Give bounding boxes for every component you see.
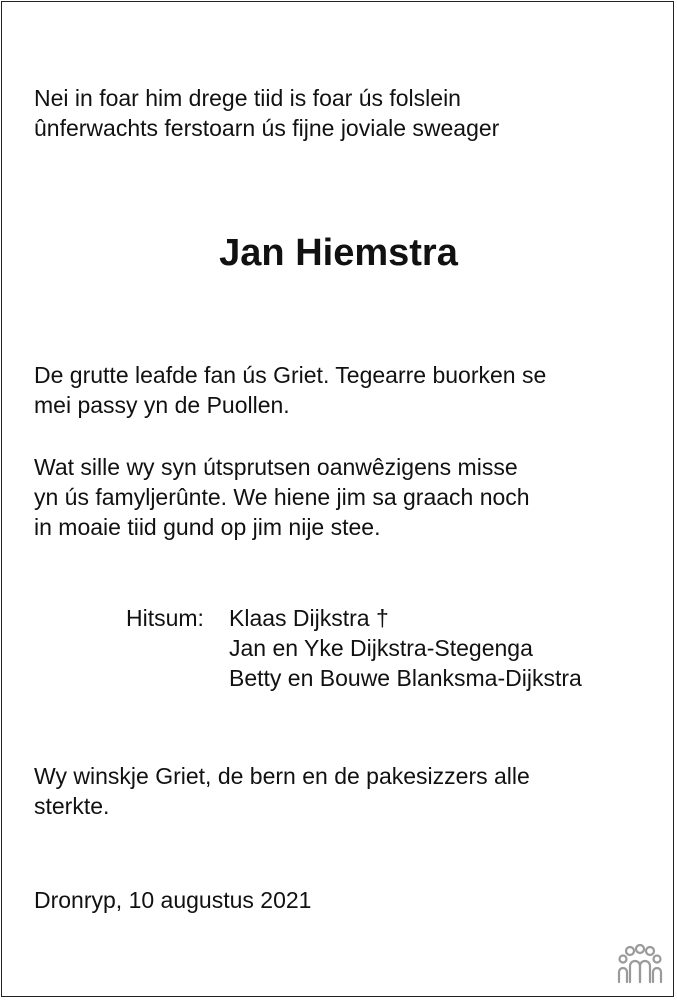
signatory-name: Jan en Yke Dijkstra-Stegenga [229, 635, 533, 661]
dateline: Dronryp, 10 augustus 2021 [34, 887, 312, 913]
intro-text: Nei in foar him drege tiid is foar ús folslein ûnferwachts ferstoarn ús fijne joviale sweager [34, 85, 500, 141]
signatory-name: Betty en Bouwe Blanksma-Dijkstra [229, 665, 582, 691]
signatory-name: Klaas Dijkstra † [229, 605, 389, 631]
paragraph-strength: Wy winskje Griet, de bern en de pakesizzers alle sterkte. [34, 763, 530, 819]
people-group-icon [616, 944, 664, 986]
signatory-list [229, 603, 582, 693]
signatory-place: Hitsum: [126, 605, 204, 631]
paragraph-love: De grutte leafde fan ús Griet. Tegearre buorken se mei passy yn de Puollen. [34, 362, 547, 418]
deceased-name: Jan Hiemstra [219, 232, 458, 274]
paragraph-missed: Wat sille wy syn útsprutsen oanwêzigens misse yn ús famyljerûnte. We hiene jim sa graach noch in moaie tiid gund op jim nije stee. [34, 454, 530, 540]
